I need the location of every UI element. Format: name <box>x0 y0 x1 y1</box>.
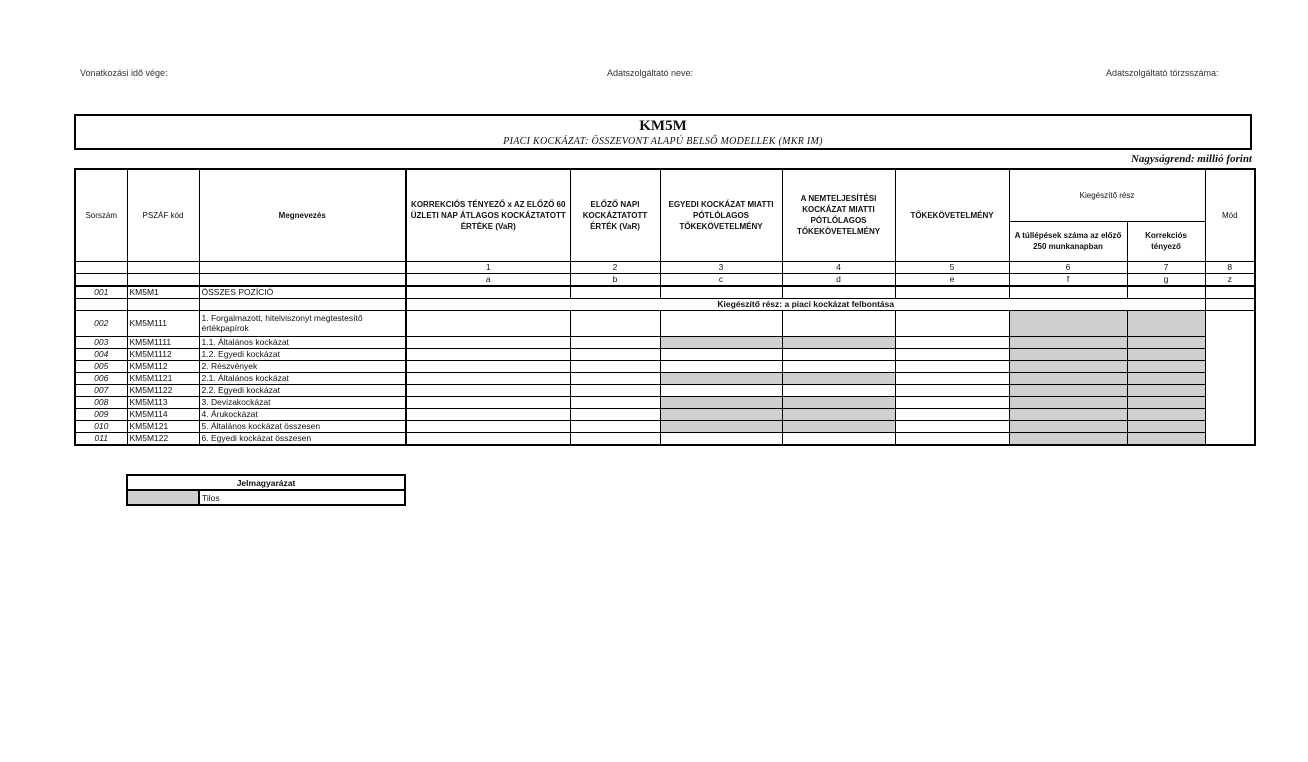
disabled-cell <box>1009 336 1127 348</box>
disabled-cell <box>1009 432 1127 445</box>
num-1: 1 <box>406 261 570 273</box>
disabled-cell <box>782 420 895 432</box>
disabled-cell <box>782 336 895 348</box>
input-cell[interactable] <box>660 432 782 445</box>
row-name: 6. Egyedi kockázat összesen <box>199 432 406 445</box>
row-number: 011 <box>75 432 127 445</box>
col-mod: Mód <box>1205 169 1255 261</box>
disabled-cell <box>660 396 782 408</box>
input-cell[interactable] <box>570 432 660 445</box>
input-cell[interactable] <box>406 384 570 396</box>
disabled-cell <box>1127 360 1205 372</box>
input-cell[interactable] <box>660 286 782 299</box>
input-cell[interactable] <box>782 360 895 372</box>
row-name: 3. Devizakockázat <box>199 396 406 408</box>
table-row <box>75 372 1255 384</box>
input-cell[interactable] <box>406 432 570 445</box>
table-row <box>75 310 1255 336</box>
input-cell[interactable] <box>895 396 1009 408</box>
input-cell[interactable] <box>406 348 570 360</box>
input-cell[interactable] <box>895 336 1009 348</box>
row-name: 4. Árukockázat <box>199 408 406 420</box>
disabled-cell <box>1009 310 1127 336</box>
disabled-cell <box>1127 372 1205 384</box>
provider-name-label: Adatszolgáltató neve: <box>607 68 694 78</box>
letter-f: f <box>1009 273 1127 286</box>
disabled-cell <box>782 396 895 408</box>
input-cell[interactable] <box>570 408 660 420</box>
input-cell[interactable] <box>660 384 782 396</box>
letter-z: z <box>1205 273 1255 286</box>
table-row <box>75 408 1255 420</box>
section-header: Kiegészítő rész: a piaci kockázat felbontása <box>406 298 1205 310</box>
disabled-cell <box>660 408 782 420</box>
input-cell[interactable] <box>782 286 895 299</box>
disabled-cell <box>1009 348 1127 360</box>
report-table <box>74 168 1256 446</box>
col-capital: TŐKEKÖVETELMÉNY <box>895 169 1009 261</box>
input-cell[interactable] <box>406 310 570 336</box>
input-cell[interactable] <box>406 286 570 299</box>
row-name: 2. Részvények <box>199 360 406 372</box>
form-subtitle: PIACI KOCKÁZAT: ÖSSZEVONT ALAPÚ BELSŐ MODELLEK (MKR IM) <box>503 136 823 147</box>
provider-id-label: Adatszolgáltató törzsszáma: <box>1106 68 1219 78</box>
input-cell[interactable] <box>660 360 782 372</box>
input-cell[interactable] <box>1127 286 1205 299</box>
row-code: KM5M1 <box>127 286 199 299</box>
disabled-cell <box>1127 310 1205 336</box>
table-row <box>75 286 1255 299</box>
table-row <box>75 432 1255 445</box>
input-cell[interactable] <box>570 384 660 396</box>
row-code: KM5M1122 <box>127 384 199 396</box>
row-code: KM5M122 <box>127 432 199 445</box>
input-cell[interactable] <box>406 396 570 408</box>
legend-label: Tilos <box>199 490 405 505</box>
table-row <box>75 348 1255 360</box>
col-exceedances: A túllépések száma az előző 250 munkanapban <box>1009 221 1127 261</box>
input-cell[interactable] <box>570 372 660 384</box>
disabled-cell <box>660 420 782 432</box>
disabled-cell <box>1127 348 1205 360</box>
col-pszaf: PSZÁF kód <box>127 169 199 261</box>
legend-title: Jelmagyarázat <box>127 475 405 490</box>
row-number: 003 <box>75 336 127 348</box>
col-var-prev: ELŐZŐ NAPI KOCKÁZTATOTT ÉRTÉK (VaR) <box>570 169 660 261</box>
num-3: 3 <box>660 261 782 273</box>
row-number: 007 <box>75 384 127 396</box>
unit-label: Nagyságrend: millió forint <box>1130 153 1252 165</box>
table-row <box>75 336 1255 348</box>
row-name: 2.1. Általános kockázat <box>199 372 406 384</box>
disabled-cell <box>1009 396 1127 408</box>
input-cell[interactable] <box>406 336 570 348</box>
table-row <box>75 384 1255 396</box>
input-cell[interactable] <box>570 336 660 348</box>
col-default-risk: A NEMTELJESÍTÉSI KOCKÁZAT MIATTI PÓTLÓLAGOS TŐKEKÖVETELMÉNY <box>782 169 895 261</box>
disabled-cell <box>1127 384 1205 396</box>
num-4: 4 <box>782 261 895 273</box>
input-cell[interactable] <box>406 360 570 372</box>
input-cell[interactable] <box>782 348 895 360</box>
input-cell[interactable] <box>895 432 1009 445</box>
input-cell[interactable] <box>406 420 570 432</box>
letter-d: d <box>782 273 895 286</box>
input-cell[interactable] <box>570 348 660 360</box>
letter-a: a <box>406 273 570 286</box>
input-cell[interactable] <box>406 408 570 420</box>
row-name: 1.1. Általános kockázat <box>199 336 406 348</box>
input-cell[interactable] <box>570 286 660 299</box>
input-cell[interactable] <box>895 420 1009 432</box>
mod-cell[interactable] <box>1205 310 1255 445</box>
row-code: KM5M111 <box>127 310 199 336</box>
input-cell[interactable] <box>1205 286 1255 299</box>
num-2: 2 <box>570 261 660 273</box>
input-cell[interactable] <box>895 286 1009 299</box>
disabled-cell <box>1009 384 1127 396</box>
input-cell[interactable] <box>660 348 782 360</box>
row-code: KM5M114 <box>127 408 199 420</box>
row-code: KM5M1112 <box>127 348 199 360</box>
row-name: 2.2. Egyedi kockázat <box>199 384 406 396</box>
row-name: ÖSSZES POZÍCIÓ <box>199 286 406 299</box>
disabled-cell <box>1127 420 1205 432</box>
input-cell[interactable] <box>895 408 1009 420</box>
input-cell[interactable] <box>895 348 1009 360</box>
num-6: 6 <box>1009 261 1127 273</box>
num-7: 7 <box>1127 261 1205 273</box>
input-cell[interactable] <box>782 384 895 396</box>
input-cell[interactable] <box>895 310 1009 336</box>
disabled-cell <box>782 408 895 420</box>
disabled-cell <box>1009 360 1127 372</box>
disabled-cell <box>1009 420 1127 432</box>
input-cell[interactable] <box>570 310 660 336</box>
input-cell[interactable] <box>570 360 660 372</box>
title-box <box>74 114 1252 150</box>
letter-b: b <box>570 273 660 286</box>
row-name: 5. Általános kockázat összesen <box>199 420 406 432</box>
disabled-cell <box>1127 336 1205 348</box>
col-megnevezes: Megnevezés <box>199 169 406 261</box>
disabled-cell <box>1127 432 1205 445</box>
table-row <box>75 360 1255 372</box>
row-number: 002 <box>75 310 127 336</box>
letter-c: c <box>660 273 782 286</box>
input-cell[interactable] <box>782 432 895 445</box>
row-name: 1. Forgalmazott, hitelviszonyt megtestesítő értékpapírok <box>199 310 406 336</box>
col-var60: KORREKCIÓS TÉNYEZŐ x AZ ELŐZŐ 60 ÜZLETI NAP ÁTLAGOS KOCKÁZTATOTT ÉRTÉKE (VaR) <box>406 169 570 261</box>
disabled-cell <box>1009 372 1127 384</box>
row-number: 010 <box>75 420 127 432</box>
row-number: 008 <box>75 396 127 408</box>
row-number: 001 <box>75 286 127 299</box>
row-code: KM5M121 <box>127 420 199 432</box>
row-code: KM5M1121 <box>127 372 199 384</box>
table-row <box>75 396 1255 408</box>
input-cell[interactable] <box>406 372 570 384</box>
row-number: 006 <box>75 372 127 384</box>
row-code: KM5M112 <box>127 360 199 372</box>
col-sorszam: Sorszám <box>75 169 127 261</box>
disabled-cell <box>782 372 895 384</box>
letter-g: g <box>1127 273 1205 286</box>
period-end-label: Vonatkozási idő vége: <box>80 68 168 78</box>
input-cell[interactable] <box>660 310 782 336</box>
disabled-cell <box>660 372 782 384</box>
input-cell[interactable] <box>895 384 1009 396</box>
row-number: 005 <box>75 360 127 372</box>
disabled-cell <box>1127 396 1205 408</box>
form-code: KM5M <box>639 118 687 134</box>
row-code: KM5M1111 <box>127 336 199 348</box>
disabled-cell <box>1009 408 1127 420</box>
input-cell[interactable] <box>782 310 895 336</box>
row-number: 009 <box>75 408 127 420</box>
legend-table <box>126 474 406 506</box>
disabled-cell <box>1127 408 1205 420</box>
col-specific-risk: EGYEDI KOCKÁZAT MIATTI PÓTLÓLAGOS TŐKEKÖVETELMÉNY <box>660 169 782 261</box>
disabled-cell <box>660 336 782 348</box>
input-cell[interactable] <box>895 372 1009 384</box>
col-supplementary: Kiegészítő rész <box>1009 169 1205 221</box>
input-cell[interactable] <box>1009 286 1127 299</box>
legend-swatch <box>127 490 199 505</box>
input-cell[interactable] <box>895 360 1009 372</box>
table-row <box>75 420 1255 432</box>
row-code: KM5M113 <box>127 396 199 408</box>
row-name: 1.2. Egyedi kockázat <box>199 348 406 360</box>
col-correction-factor: Korrekciós tényező <box>1127 221 1205 261</box>
input-cell[interactable] <box>570 420 660 432</box>
letter-e: e <box>895 273 1009 286</box>
num-5: 5 <box>895 261 1009 273</box>
row-number: 004 <box>75 348 127 360</box>
num-8: 8 <box>1205 261 1255 273</box>
input-cell[interactable] <box>570 396 660 408</box>
